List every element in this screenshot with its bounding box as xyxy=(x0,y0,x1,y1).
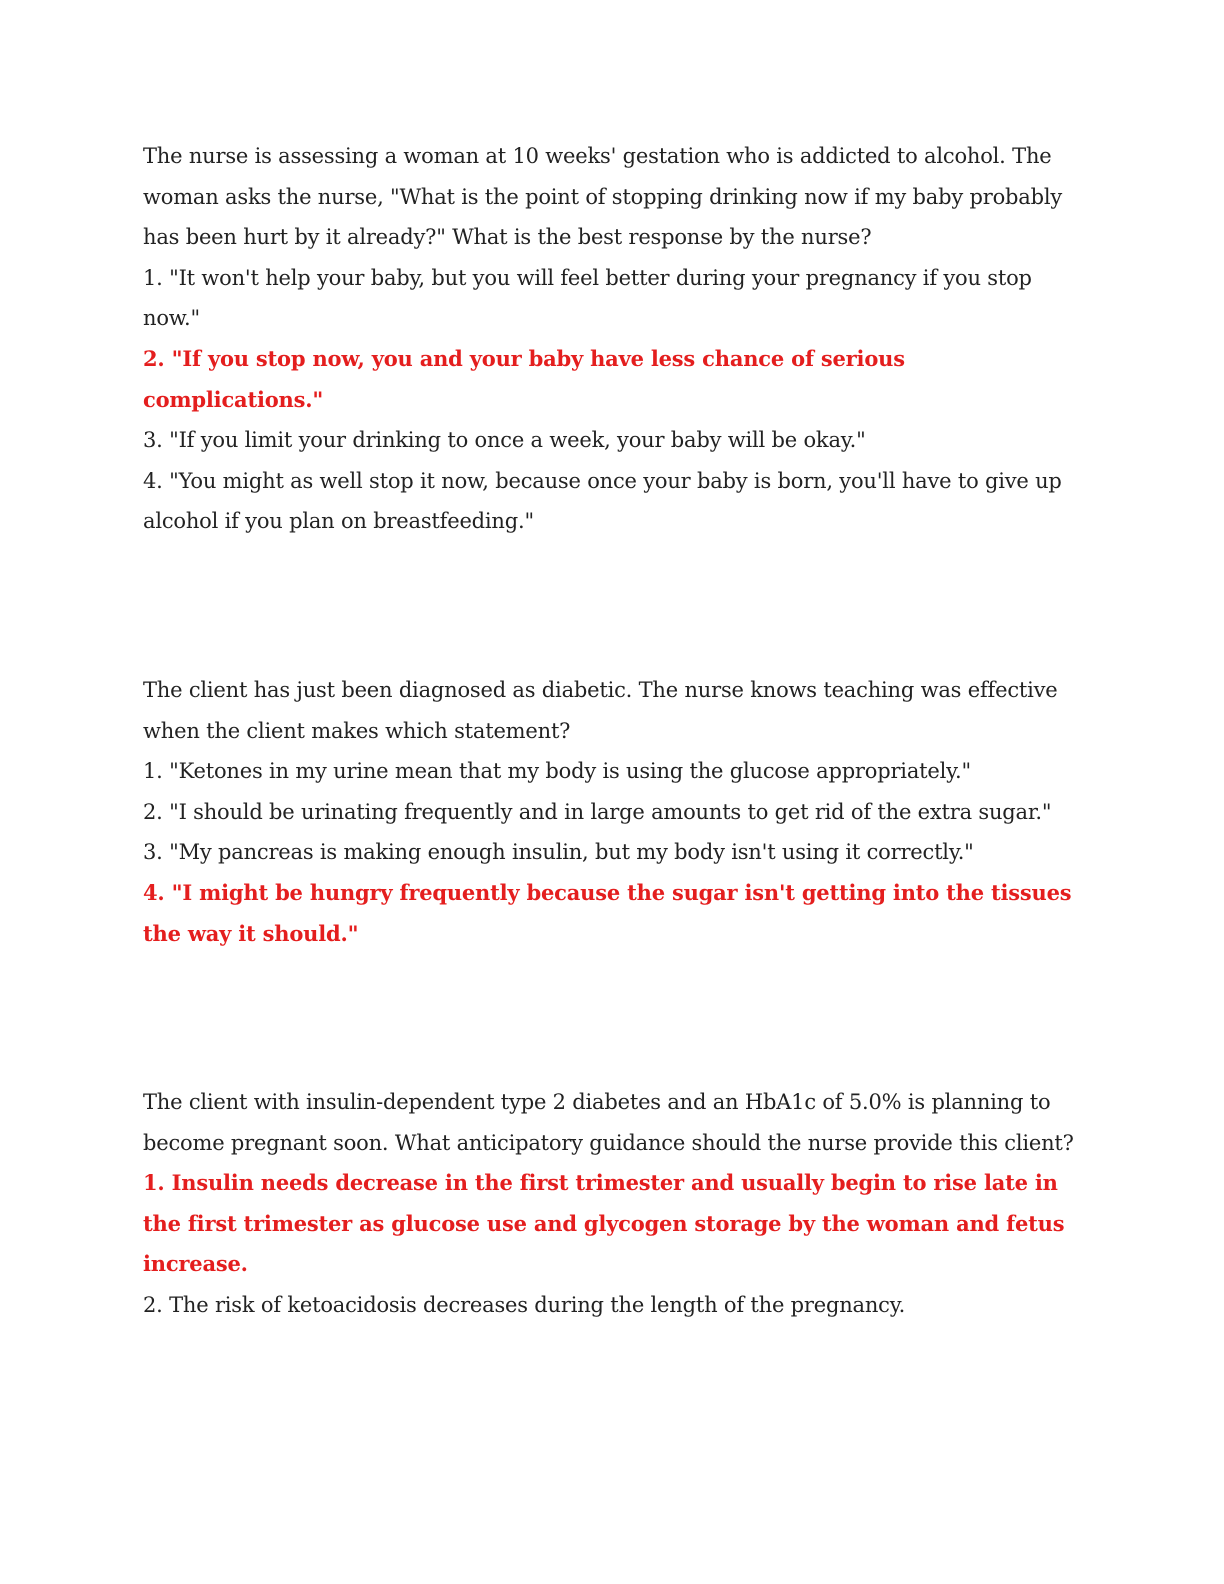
answer-option-3: 3. "If you limit your drinking to once a week, your baby will be okay." xyxy=(143,428,866,453)
question-1 xyxy=(143,136,1083,542)
answer-option-1: 1. "It won't help your baby, but you will feel better during your pregnancy if you stop now." xyxy=(143,265,1032,331)
question-2 xyxy=(143,670,1083,954)
question-3 xyxy=(143,1082,1083,1326)
answer-option-2: 2. "I should be urinating frequently and in large amounts to get rid of the extra sugar." xyxy=(143,799,1052,824)
answer-option-4: 4. "You might as well stop it now, because once your baby is born, you'll have to give up alcohol if you plan on breastfeeding." xyxy=(143,468,1062,534)
question-stem: The client has just been diagnosed as diabetic. The nurse knows teaching was effective when the client makes which statement? xyxy=(143,678,1058,743)
correct-answer-option-4: 4. "I might be hungry frequently because the sugar isn't getting into the tissues the way it should." xyxy=(143,879,1072,946)
question-stem: The nurse is assessing a woman at 10 weeks' gestation who is addicted to alcohol. The woman asks the nurse, "What is the point of stopping drinking now if my baby probably has been hurt by it already?" What is the best response by the nurse? xyxy=(143,144,1063,250)
answer-option-1: 1. "Ketones in my urine mean that my body is using the glucose appropriately." xyxy=(143,759,971,784)
answer-option-2: 2. The risk of ketoacidosis decreases during the length of the pregnancy. xyxy=(143,1292,906,1317)
correct-answer-option-2: 2. "If you stop now, you and your baby have less chance of serious complications." xyxy=(143,345,905,412)
answer-option-3: 3. "My pancreas is making enough insulin, but my body isn't using it correctly." xyxy=(143,840,974,865)
correct-answer-option-1: 1. Insulin needs decrease in the first trimester and usually begin to rise late in the first trimester as glucose use and glycogen storage by the woman and fetus increase. xyxy=(143,1170,1065,1277)
question-stem: The client with insulin-dependent type 2 diabetes and an HbA1c of 5.0% is planning to become pregnant soon. What anticipatory guidance should the nurse provide this client? xyxy=(143,1090,1074,1155)
